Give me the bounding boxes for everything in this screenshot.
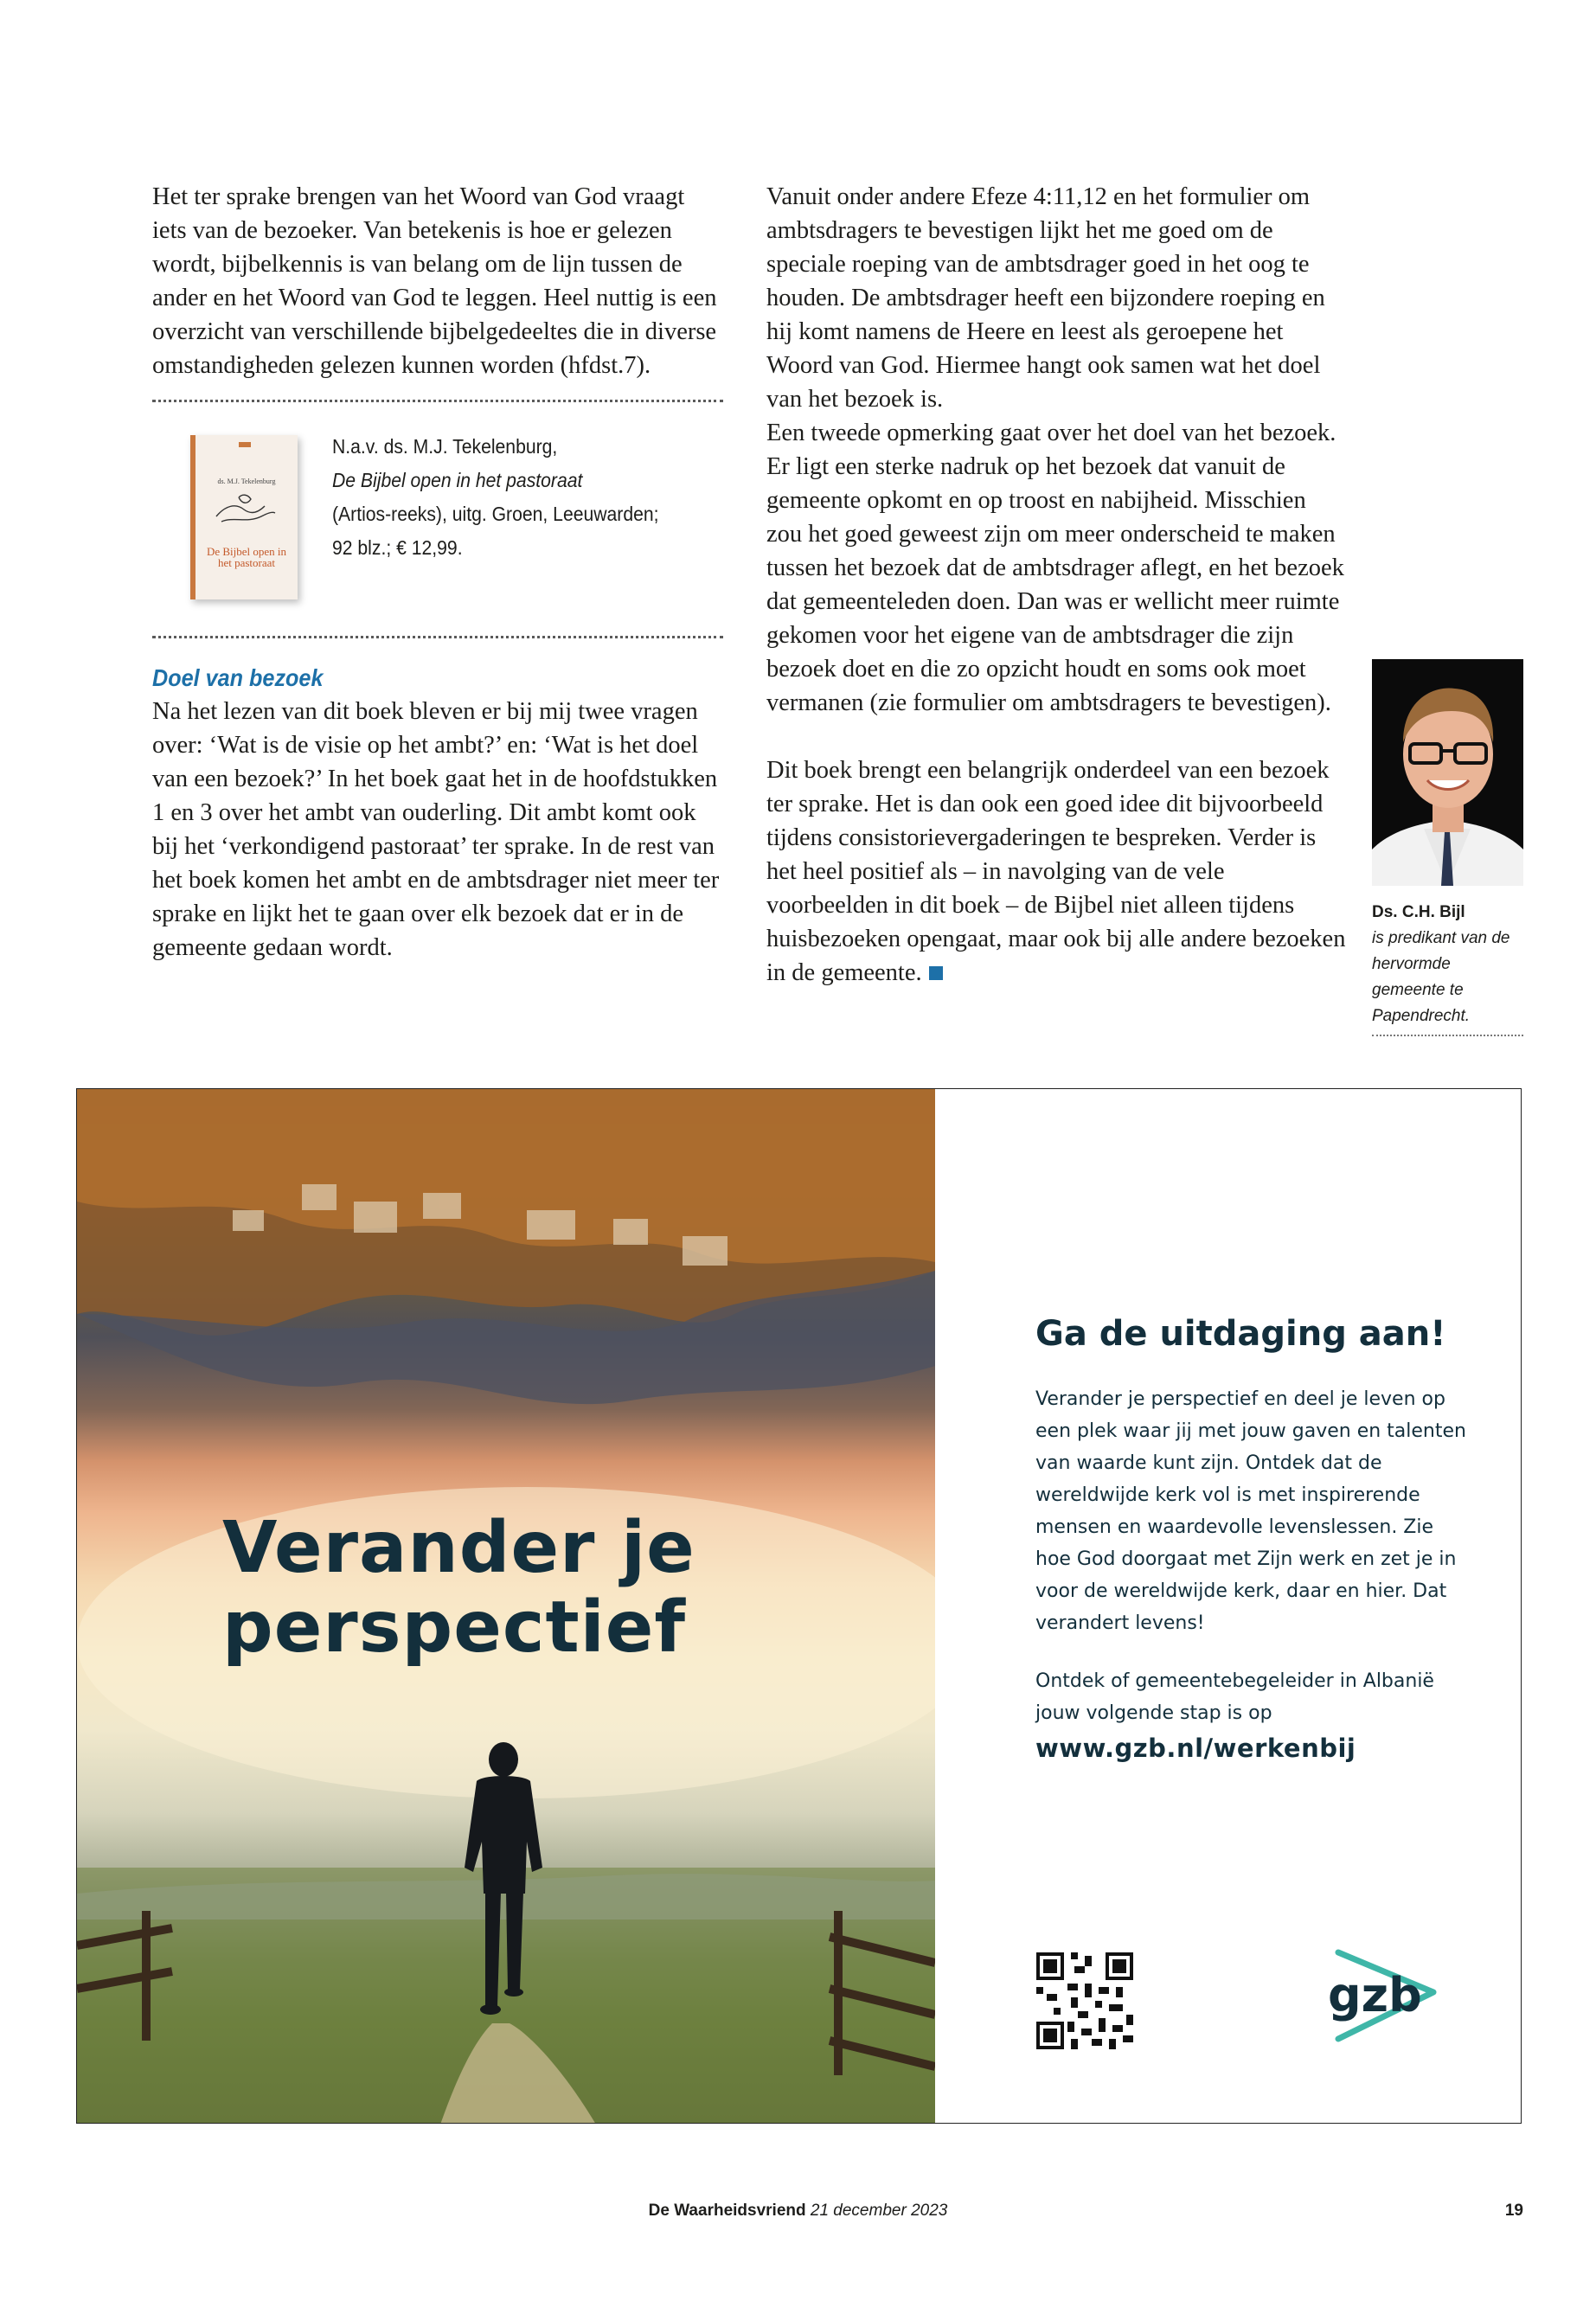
book-cover-title: De Bijbel open in het pastoraat bbox=[206, 545, 287, 569]
book-reference bbox=[152, 402, 723, 636]
ad-url-link[interactable]: www.gzb.nl/werkenbij bbox=[1035, 1734, 1356, 1763]
gzb-logo-icon[interactable] bbox=[1321, 1937, 1446, 2049]
article-column-left bbox=[152, 180, 723, 965]
paragraph: Vanuit onder andere Efeze 4:11,12 en het formulier om ambtsdragers te bevestigen lijkt het me goed om de speciale roeping van de ambtsdrager goed in het oog te houden. De ambtsdrager heeft een bijzondere roeping en hij komt namens de Heere en leest als geroepene het Woord van God. Hiermee hangt ook samen wat het doel van het bezoek is. bbox=[766, 183, 1325, 413]
ad-photo bbox=[77, 1089, 935, 2123]
magazine-name: De Waarheidsvriend bbox=[648, 2202, 806, 2220]
book-cover bbox=[190, 435, 298, 599]
ad-headline bbox=[222, 1509, 695, 1668]
footer bbox=[0, 2202, 1596, 2221]
section-heading: Doel van bezoek bbox=[152, 664, 324, 691]
paragraph-text: Dit boek brengt een belangrijk onderdeel van een bezoek ter sprake. Het is dan ook een goed idee dit bijvoorbeeld tijdens consistorievergaderingen te bespreken. Verder is het heel positief als – in navolging van de vele voorbeelden in dit boek – de Bijbel niet alleen tijdens huisbezoeken opengaat, maar ook bij alle andere bezoeken in de gemeente. bbox=[766, 757, 1346, 986]
page-number: 19 bbox=[1504, 2202, 1523, 2220]
article-column-right bbox=[766, 180, 1346, 990]
paragraph: Een tweede opmerking gaat over het doel van het bezoek. Er ligt een sterke nadruk op het bezoek dat vanuit de gemeente opkomt en op troost en nabijheid. Misschien zou het goed geweest zijn om meer onderscheid te maken tussen het bezoek dat de ambtsdrager aflegt, en het bezoek dat gemeenteleden doen. Dan was er wellicht meer ruimte gekomen voor het eigene van de ambtsdrager die zijn bezoek doet en die zo opzicht houdt en soms ook moet vermanen (zie formulier om ambtsdragers te bevestigen). bbox=[766, 420, 1344, 716]
book-details bbox=[332, 430, 659, 565]
book-cover-author: ds. M.J. Tekelenburg bbox=[217, 478, 276, 485]
ad-title: Ga de uitdaging aan! bbox=[1035, 1314, 1446, 1354]
book-title: De Bijbel open in het pastoraat bbox=[332, 469, 583, 491]
author-photo bbox=[1372, 659, 1523, 886]
paragraph: Na het lezen van dit boek bleven er bij mij twee vragen over: ‘Wat is de visie op het ambt?’ en: ‘Wat is het doel van een bezoek?’ In het boek gaat het in de hoofdstukken 1 en 3 over het ambt van ouderling. Dit ambt komt ook bij het ‘verkondigend pastoraat’ ter sprake. In de rest van het boek komen het ambt en de ambtsdrager niet meer ter sprake en lijkt het te gaan over elk bezoek dat er in de gemeente gedaan wordt. bbox=[152, 698, 720, 961]
paragraph bbox=[766, 753, 1346, 990]
book-publisher: (Artios-reeks), uitg. Groen, Leeuwarden; bbox=[332, 503, 659, 525]
author-portrait-icon bbox=[1372, 659, 1523, 886]
ad-headline-line2: perspectief bbox=[222, 1586, 687, 1669]
book-ref: N.a.v. ds. M.J. Tekelenburg, bbox=[332, 435, 558, 458]
paragraph: Het ter sprake brengen van het Woord van God vraagt iets van de bezoeker. Van betekenis is hoe er gelezen wordt, bijbelkennis is van belang om de lijn tussen de ander en het Woord van God te leggen. Heel nuttig is een overzicht van verschillende bijbelgedeeltes die in diverse omstandigheden gelezen kunnen worden (hfdst.7). bbox=[152, 183, 717, 379]
ad-body: Verander je perspectief en deel je leven op een plek waar jij met jouw gaven en talenten van waarde kunt zijn. Ontdek dat de wereldwijde kerk vol is met inspirerende mensen en waardevolle levenslessen. Zie hoe God doorgaat met Zijn werk en zet je in voor de wereldwijde kerk, daar en hier. Dat verandert levens! bbox=[1035, 1388, 1466, 1634]
ad-text-panel bbox=[1035, 1312, 1468, 1767]
author-caption bbox=[1372, 900, 1523, 1036]
hands-illustration-icon bbox=[213, 490, 279, 529]
author-role: is predikant van de hervormde gemeente te Papendrecht. bbox=[1372, 929, 1510, 1025]
author-name: Ds. C.H. Bijl bbox=[1372, 903, 1465, 921]
advertisement[interactable] bbox=[76, 1088, 1522, 2124]
qr-code-icon[interactable] bbox=[1036, 1952, 1133, 2049]
divider bbox=[152, 636, 723, 638]
end-mark-icon bbox=[929, 966, 943, 980]
gzb-logo-text: gzb bbox=[1328, 1968, 1422, 2022]
book-price: 92 blz.; € 12,99. bbox=[332, 536, 463, 559]
ad-headline-line1: Verander je bbox=[222, 1507, 695, 1589]
issue-date: 21 december 2023 bbox=[810, 2202, 948, 2220]
ad-cta: Ontdek of gemeentebegeleider in Albanië jouw volgende stap is op bbox=[1035, 1670, 1434, 1724]
